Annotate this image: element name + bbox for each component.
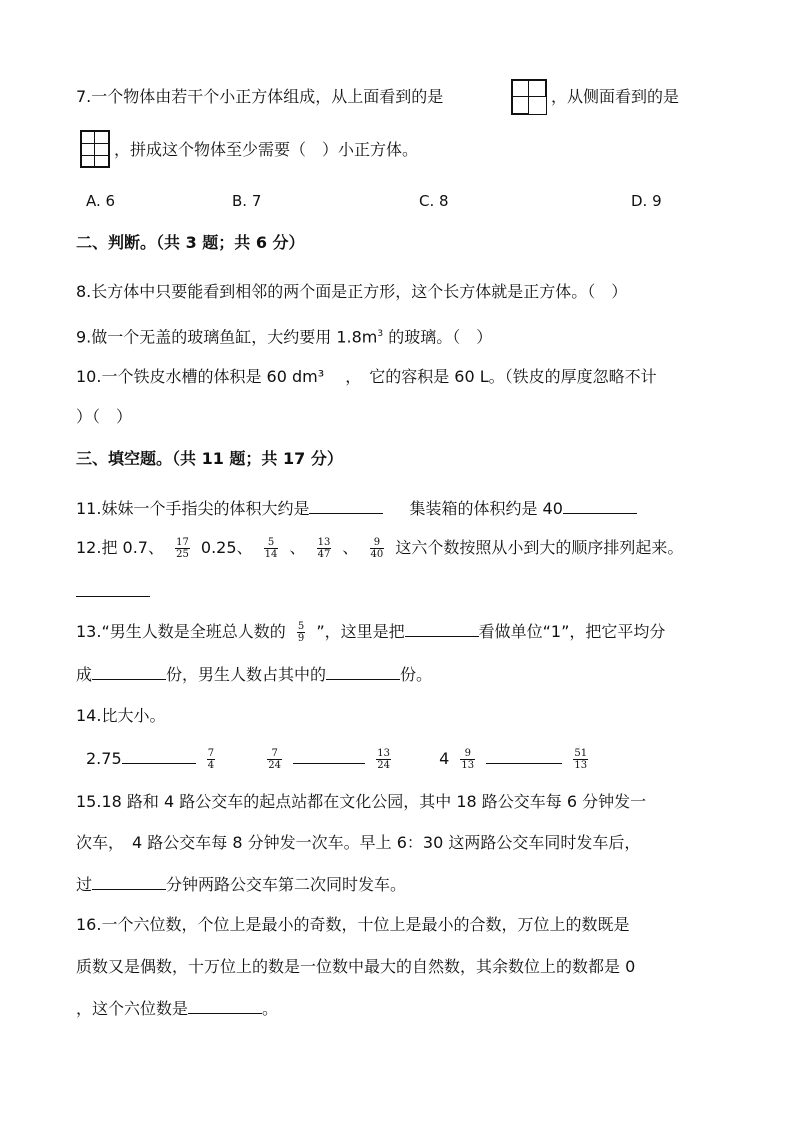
q7-line1 bbox=[76, 86, 443, 108]
q14-blank-1[interactable] bbox=[122, 747, 196, 764]
q12-text-c: 、 bbox=[289, 538, 306, 557]
section2-heading: 二、判断。（共 3 题；共 6 分） bbox=[76, 233, 305, 252]
q15-blank[interactable] bbox=[92, 873, 166, 890]
q11-text-a: 11.妹妹一个手指尖的体积大约是 bbox=[76, 499, 310, 518]
q16-line1: 16.一个六位数，个位上是最小的奇数，十位上是最小的合数，万位上的数既是 bbox=[76, 915, 630, 934]
q7-text-part3: ，拼成这个物体至少需要（ ）小正方体。 bbox=[114, 140, 419, 159]
q13-text-e: 份，男生人数占其中的 bbox=[166, 665, 327, 684]
q9-line bbox=[76, 323, 492, 348]
q14-blank-3[interactable] bbox=[486, 747, 562, 764]
q7-option-d: D. 9 bbox=[631, 192, 662, 210]
q14-compare-line bbox=[86, 747, 594, 771]
q12-fraction-2: $\frac{5}{14}$ bbox=[264, 537, 278, 560]
q10-line1: 10.一个铁皮水槽的体积是 60 dm³ ， 它的容积是 60 L。（铁皮的厚度忽略不计 bbox=[76, 367, 657, 386]
q11-text-b: 集装箱的体积约是 40 bbox=[409, 499, 563, 518]
q13-blank-2[interactable] bbox=[92, 663, 166, 680]
q16-text-a: ，这个六位数是 bbox=[76, 999, 189, 1018]
q13-blank-1[interactable] bbox=[405, 620, 479, 637]
q15-line1: 15.18 路和 4 路公交车的起点站都在文化公园，其中 18 路公交车每 6 分钟发一 bbox=[76, 792, 647, 811]
q10-line2: ）（ ） bbox=[76, 407, 133, 426]
q12-line bbox=[76, 537, 683, 560]
section3-heading: 三、填空题。（共 11 题；共 17 分） bbox=[76, 449, 343, 468]
q15-line2: 次车， 4 路公交车每 8 分钟发一次车。早上 6：30 这两路公交车同时发车后， bbox=[76, 833, 641, 852]
q12-answer-line bbox=[76, 580, 150, 603]
q14-compare1-left: 2.75 bbox=[86, 749, 122, 768]
q11-blank-1[interactable] bbox=[309, 497, 383, 514]
q7-option-c: C. 8 bbox=[419, 192, 449, 210]
q14-compare3-whole: 4 bbox=[439, 749, 450, 768]
q14-fraction-1: $\frac{7}{4}$ bbox=[207, 748, 215, 771]
q14-fraction-2: $\frac{7}{24}$ bbox=[268, 748, 282, 771]
q12-fraction-4: $\frac{9}{40}$ bbox=[370, 537, 384, 560]
q7-text-part1: 7.一个物体由若干个小正方体组成，从上面看到的是 bbox=[76, 87, 444, 106]
q7-line1b bbox=[551, 86, 679, 108]
q13-fraction: $\frac{5}{9}$ bbox=[297, 621, 305, 644]
q12-text-d: 、 bbox=[342, 538, 359, 557]
q16-line2: 质数又是偶数，十万位上的数是一位数中最大的自然数，其余数位上的数都是 0 bbox=[76, 957, 636, 976]
side-view-grid-icon bbox=[80, 130, 110, 168]
q8-text: 8.长方体中只要能看到相邻的两个面是正方形，这个长方体就是正方体。（ ） bbox=[76, 282, 628, 301]
q14-fraction-5: $\frac{51}{13}$ bbox=[574, 748, 588, 771]
q14-fraction-4: $\frac{9}{13}$ bbox=[461, 748, 475, 771]
q13-text-d: 成 bbox=[76, 665, 93, 684]
q13-blank-3[interactable] bbox=[326, 663, 400, 680]
q13-text-c: 看做单位“1”，把它平均分 bbox=[478, 622, 666, 641]
q11-line bbox=[76, 497, 637, 520]
q12-text-e: 这六个数按照从小到大的顺序排列起来。 bbox=[395, 538, 684, 557]
q16-blank[interactable] bbox=[188, 997, 262, 1014]
q12-blank[interactable] bbox=[76, 580, 150, 597]
q12-fraction-1: $\frac{17}{25}$ bbox=[176, 537, 189, 560]
top-view-grid-icon bbox=[511, 79, 547, 115]
q14-title: 14.比大小。 bbox=[76, 706, 166, 725]
q13-text-b: ”，这里是把 bbox=[316, 622, 405, 641]
q15-text-a: 过 bbox=[76, 875, 93, 894]
q13-line2 bbox=[76, 663, 432, 686]
q7-line2 bbox=[114, 139, 418, 161]
q16-line3 bbox=[76, 997, 278, 1020]
q11-blank-2[interactable] bbox=[563, 497, 637, 514]
q14-fraction-3: $\frac{13}{24}$ bbox=[377, 748, 390, 771]
q12-text-b: 0.25、 bbox=[200, 538, 253, 557]
q15-text-b: 分钟两路公交车第二次同时发车。 bbox=[166, 875, 407, 894]
q7-option-a: A. 6 bbox=[86, 192, 116, 210]
q12-text-a: 12.把 0.7、 bbox=[76, 538, 164, 557]
q16-text-b: 。 bbox=[262, 999, 279, 1018]
q12-fraction-3: $\frac{13}{47}$ bbox=[317, 537, 331, 560]
q15-line3 bbox=[76, 873, 406, 896]
q7-text-part2: ，从侧面看到的是 bbox=[551, 87, 680, 106]
q9-text-a: 9.做一个无盖的玻璃鱼缸，大约要用 1.8m bbox=[76, 327, 378, 347]
q9-text-b: 的玻璃。（ ） bbox=[383, 327, 493, 347]
q14-blank-2[interactable] bbox=[293, 747, 365, 764]
q13-line1 bbox=[76, 620, 665, 644]
q7-option-b: B. 7 bbox=[232, 192, 262, 210]
q13-text-g: 份。 bbox=[400, 665, 433, 684]
q13-text-a: 13.“男生人数是全班总人数的 bbox=[76, 622, 286, 641]
q9-superscript: 3 bbox=[377, 329, 384, 339]
